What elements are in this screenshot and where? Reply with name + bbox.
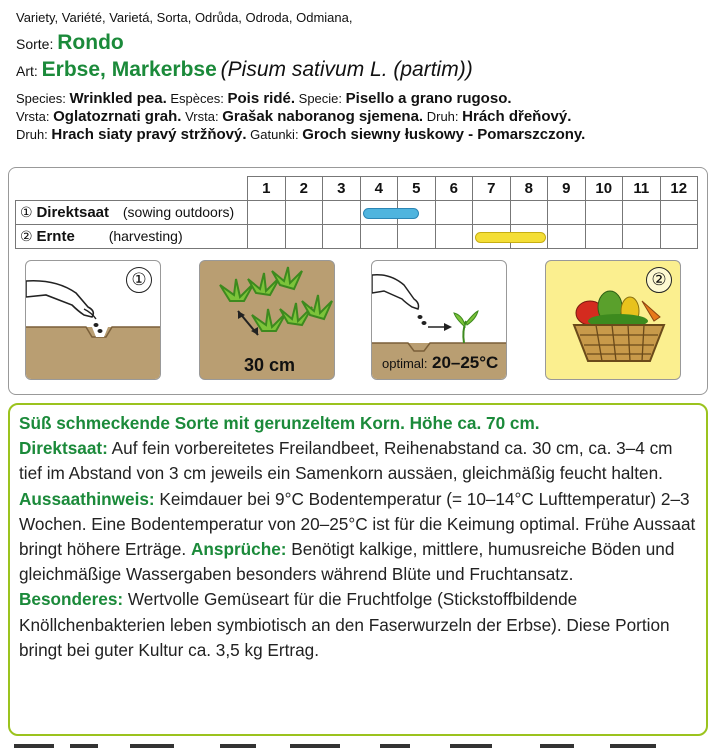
period-cell [435,225,473,249]
art-latin: (Pisum sativum L. (partim)) [220,58,473,81]
calendar-row-direktsaat [16,201,698,225]
species-label: Vrsta: [16,109,50,124]
harvest-illustration [545,260,681,380]
species-line [16,126,706,144]
period-cell [660,225,698,249]
month-cell: 12 [660,177,698,201]
row-label [16,201,248,225]
month-cell: 1 [248,177,286,201]
month-cell: 10 [585,177,623,201]
spacing-illustration [199,260,335,380]
species-value: Wrinkled pea. [69,90,167,107]
month-cell: 4 [360,177,398,201]
description-box [8,403,708,736]
period-cell [473,201,511,225]
optimal-temperature [382,353,498,373]
art-row [16,57,706,84]
period-cell [548,225,586,249]
period-cell [623,225,661,249]
period-cell [585,201,623,225]
row-sub: (harvesting) [108,228,183,244]
period-cell [285,201,323,225]
species-label: Specie: [298,91,343,106]
period-cell [510,225,548,249]
step-number-one: ① [126,267,152,293]
period-cell [398,225,436,249]
period-cell [623,201,661,225]
month-cell: 6 [435,177,473,201]
period-cell [660,201,698,225]
species-label: Espèces: [170,91,224,106]
species-value: Oglatozrnati grah. [53,108,182,125]
month-cell: 9 [548,177,586,201]
besonderes-label: Besonderes: [19,589,124,610]
period-cell [585,225,623,249]
aussaat-text: Keimdauer bei 9°C Bodentemperatur (= 10–14°C Lufttemperatur) 2–3 Wochen. Eine Bodentemperatur von 20–25°C ist für die Keimung optimal. Frühe Aussaat bringt höhere Erträge. [19,488,696,560]
period-cell [248,225,286,249]
species-label: Vrsta: [185,109,219,124]
species-value: Pois ridé. [227,90,296,107]
description-headline: Süß schmeckende Sorte mit gerunzeltem Korn. Höhe ca. 70 cm. [19,413,540,433]
species-value: Hrach siaty pravý stržňový. [51,126,247,143]
sorte-label: Sorte: [16,36,54,52]
temperature-illustration [371,260,507,380]
sorte-value: Rondo [57,31,124,54]
species-label: Druh: [16,127,48,142]
calendar-panel [8,167,708,395]
calendar-corner [16,177,248,201]
species-value: Grašak naboranog sjemena. [222,108,424,125]
aussaat-label: Aussaathinweis: [19,488,155,509]
period-cell [248,201,286,225]
cut-off-text-edge [0,742,718,750]
calendar-row-ernte [16,225,698,249]
anspruche-text: Benötigt kalkige, mittlere, humusreiche Böden und gleichmäßige Wassergaben besonders während Blüte und Fruchtansatz. [19,539,675,585]
species-label: Species: [16,91,66,106]
variety-line: Variety, Variété, Varietá, Sorta, Odrůda, Odroda, Odmiana, [16,10,353,25]
step-number-two: ② [646,267,672,293]
optimal-prefix: optimal: [382,356,428,371]
species-block [16,90,706,144]
month-cell: 11 [623,177,661,201]
row-name: Direktsaat [36,204,109,221]
period-cell [360,201,398,225]
species-line [16,90,706,108]
month-header-row [16,177,698,201]
header [16,8,706,144]
art-value: Erbse, Markerbse [41,58,217,81]
direktsaat-label: Direktsaat: [19,438,108,459]
direktsaat-text: Auf fein vorbereitetes Freilandbeet, Reihenabstand ca. 30 cm, ca. 3–4 cm tief im Abstand von 3 cm jeweils ein Samenkorn aussäen, gleichmäßig feucht halten. [19,438,673,484]
row-number: ① [20,204,33,220]
period-cell [323,201,361,225]
art-label: Art: [16,63,38,79]
period-cell [435,201,473,225]
period-cell [548,201,586,225]
anspruche-label: Ansprüche: [190,539,287,560]
row-label [16,225,248,249]
month-cell: 8 [510,177,548,201]
sorte-row [16,30,706,57]
species-label: Druh: [426,109,459,124]
besonderes-text: Wertvolle Gemüseart für die Fruchtfolge (Stickstoffbildende Knöllchenbakterien leben symbiotisch an den Faserwurzeln der Erbse). Diese Portion bringt bei guter Kultur ca. 3,5 kg Ertrag. [19,589,670,660]
month-cell: 3 [323,177,361,201]
row-sub: (sowing outdoors) [122,204,235,220]
month-cell: 7 [473,177,511,201]
species-label: Gatunki: [250,127,299,142]
period-cell [323,225,361,249]
month-cell: 5 [398,177,436,201]
species-value: Pisello a grano rugoso. [345,90,512,107]
period-cell [473,225,511,249]
month-cell: 2 [285,177,323,201]
row-name: Ernte [36,228,75,245]
species-line [16,108,706,126]
sowing-calendar [15,176,698,249]
period-cell [398,201,436,225]
period-cell [285,225,323,249]
period-cell [360,225,398,249]
sowing-illustration [25,260,161,380]
species-value: Groch siewny łuskowy - Pomarszczony. [302,126,586,143]
row-spacing-label: 30 cm [244,355,296,375]
temperature-value: 20–25°C [431,353,499,372]
period-cell [510,201,548,225]
species-value: Hrách dřeňový. [462,108,572,125]
row-number: ② [20,228,33,244]
